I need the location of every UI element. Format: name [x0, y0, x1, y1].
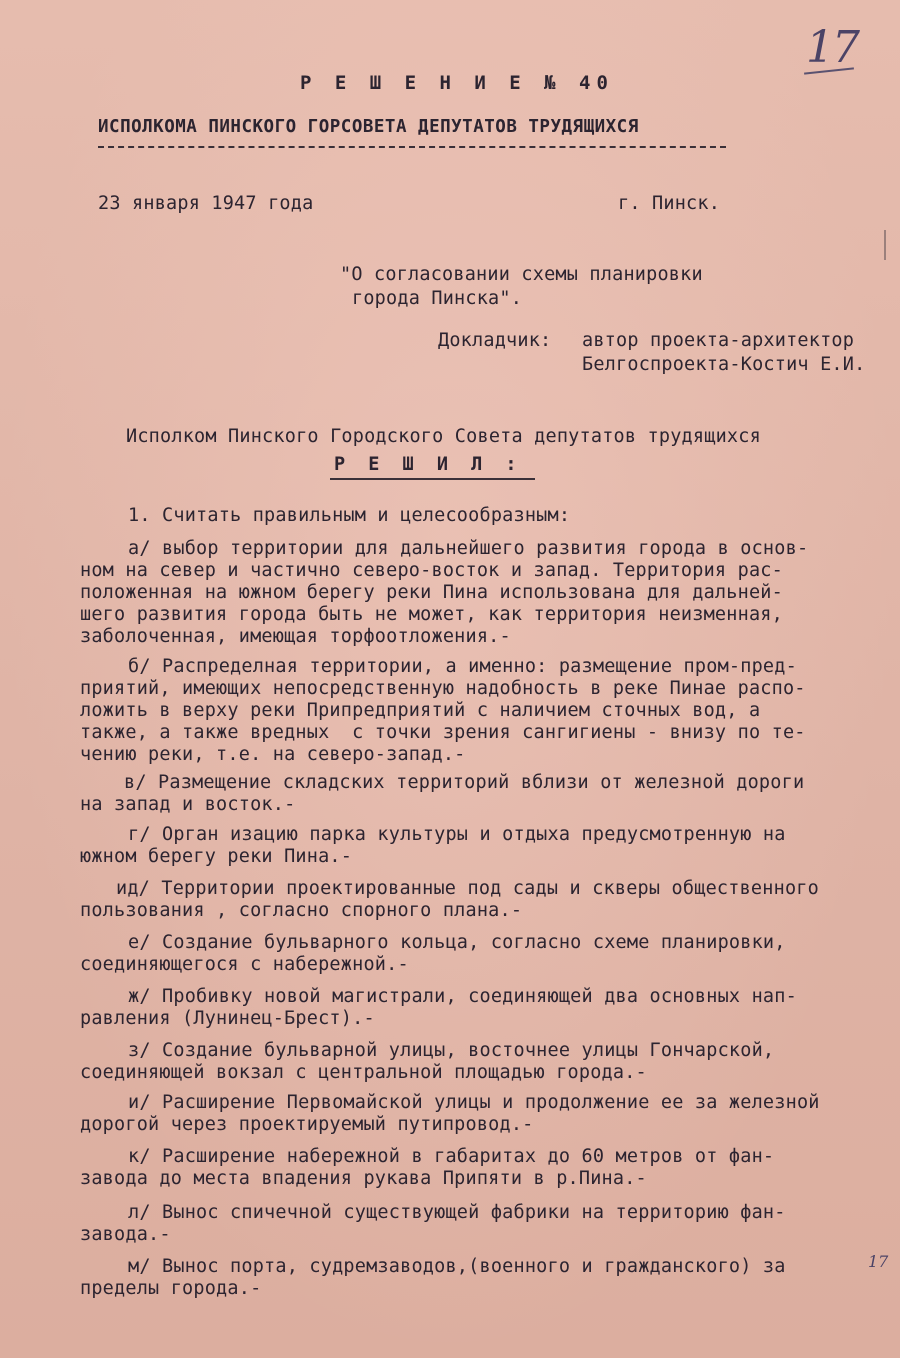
item-a-line: шего развития города быть не может, как территория неизменная,	[80, 604, 783, 625]
document-title: Р Е Ш Е Н И Е № 40	[300, 72, 614, 94]
speaker-label: Докладчик:	[438, 330, 552, 351]
item-z-line: соединяющей вокзал с центральной площадью города.-	[80, 1062, 647, 1083]
item-l-line: л/ Вынос спичечной существующей фабрики на территорию фан-	[128, 1202, 786, 1223]
document-date: 23 января 1947 года	[98, 193, 314, 214]
item-a-line: положенная на южном берегу реки Пина использована для дальней-	[80, 582, 783, 603]
item-v-line: в/ Размещение складских территорий вблизи от железной дороги	[124, 772, 805, 793]
item-z-line: з/ Создание бульварной улицы, восточнее улицы Гончарской,	[128, 1040, 775, 1061]
item-zh-line: равления (Лунинец-Брест).-	[80, 1008, 375, 1029]
item-g-line: г/ Орган изацию парка культуры и отдыха предусмотренную на	[128, 824, 786, 845]
item-m-line: пределы города.-	[80, 1278, 262, 1299]
item-zh-line: ж/ Пробивку новой магистрали, соединяющей два основных нап-	[128, 986, 797, 1007]
speaker-line-2: Белгоспроекта-Костич Е.И.	[582, 354, 866, 375]
item-e-line: соединяющегося с набережной.-	[80, 954, 409, 975]
item-a-line: заболоченная, имеющая торфоотложения.-	[80, 626, 511, 647]
speaker-line-1: автор проекта-архитектор	[582, 330, 855, 351]
decided-underline	[330, 478, 535, 480]
page-number: 17	[806, 22, 858, 73]
item-b-line: приятий, имеющих непосредственную надобность в реке Пинае распо-	[80, 678, 806, 699]
organization-name: ИСПОЛКОМА ПИНСКОГО ГОРСОВЕТА ДЕПУТАТОВ ТРУДЯЩИХСЯ	[98, 117, 639, 137]
organization-underline	[98, 146, 726, 148]
item-a-line: ном на север и частично северо-восток и запад. Территория рас-	[80, 560, 783, 581]
subject-line-1: "О согласовании схемы планировки	[340, 264, 703, 285]
item-d-line: ид/ Территории проектированные под сады и скверы общественного	[116, 878, 819, 899]
margin-page-mark: 17	[868, 1252, 889, 1271]
item-i-line: и/ Расширение Первомайской улицы и продолжение ее за железной	[128, 1092, 820, 1113]
page-edge-mark	[884, 230, 886, 260]
item-k-line: к/ Расширение набережной в габаритах до 60 метров от фан-	[128, 1146, 775, 1167]
item-g-line: южном берегу реки Пина.-	[80, 846, 353, 867]
item-b-line: ложить в верху реки Припредприятий с наличием сточных вод, а	[80, 700, 761, 721]
subject-line-2: города Пинска".	[352, 288, 523, 309]
item-b-line: также, а также вредных с точки зрения сангигиены - внизу по те-	[80, 722, 806, 743]
item-k-line: завода до места впадения рукава Припяти в р.Пина.-	[80, 1168, 647, 1189]
item-d-line: пользования , согласно спорного плана.-	[80, 900, 523, 921]
item-e-line: е/ Создание бульварного кольца, согласно схеме планировки,	[128, 932, 786, 953]
item-m-line: м/ Вынос порта, судремзаводов,(военного и гражданского) за	[128, 1256, 786, 1277]
document-place: г. Пинск.	[618, 193, 721, 214]
item-l-line: завода.-	[80, 1224, 171, 1245]
item-b-line: чению реки, т.е. на северо-запад.-	[80, 744, 466, 765]
item-a-line: а/ выбор территории для дальнейшего развития города в основ-	[128, 538, 809, 559]
point-1: 1. Считать правильным и целесообразным:	[128, 505, 571, 526]
decided-heading: Р Е Ш И Л :	[334, 454, 523, 475]
preamble: Исполком Пинского Городского Совета депутатов трудящихся	[126, 426, 761, 447]
item-v-line: на запад и восток.-	[80, 794, 296, 815]
item-i-line: дорогой через проектируемый путипровод.-	[80, 1114, 534, 1135]
item-b-line: б/ Распределная территории, а именно: размещение пром-пред-	[128, 656, 797, 677]
